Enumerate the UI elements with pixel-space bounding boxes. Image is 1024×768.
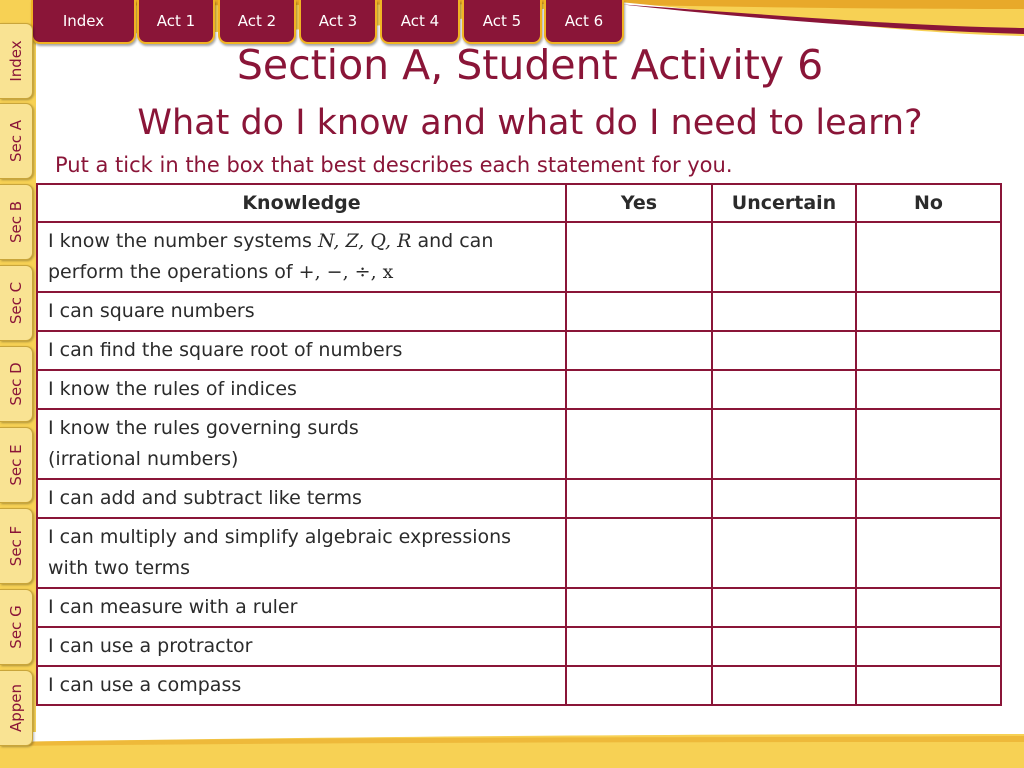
instruction-text: Put a tick in the box that best describes each statement for you. [55, 153, 733, 177]
statement-cell [37, 666, 566, 705]
tab-act-4[interactable] [380, 0, 460, 44]
uncertain-tick-box[interactable] [712, 588, 856, 627]
no-tick-box[interactable] [856, 479, 1001, 518]
uncertain-tick-box[interactable] [712, 370, 856, 409]
yes-tick-box[interactable] [566, 588, 712, 627]
uncertain-tick-box[interactable] [712, 292, 856, 331]
table-row [37, 292, 1001, 331]
statement-text: I can use a compass [48, 674, 242, 696]
tab-act-3-label: Act 3 [318, 12, 358, 30]
page-title: Section A, Student Activity 6 [236, 41, 824, 89]
table-row [37, 627, 1001, 666]
header-no: No [856, 184, 1001, 222]
no-tick-box[interactable] [856, 588, 1001, 627]
side-tab-sec-g[interactable] [0, 589, 33, 665]
statement-cell [37, 518, 566, 588]
side-tab-sec-e-label: Sec E [7, 444, 25, 486]
uncertain-tick-box[interactable] [712, 627, 856, 666]
yes-tick-box[interactable] [566, 292, 712, 331]
side-tab-sec-a-label: Sec A [7, 119, 25, 163]
uncertain-tick-box[interactable] [712, 518, 856, 588]
side-tab-index-label: Index [7, 40, 25, 82]
statement-text: I can use a protractor [48, 635, 253, 657]
side-tab-sec-c[interactable] [0, 265, 33, 341]
table-row [37, 518, 1001, 588]
statement-cell [37, 409, 566, 479]
statement-cell [37, 222, 566, 292]
table-row [37, 409, 1001, 479]
table-row [37, 588, 1001, 627]
statement-cell [37, 331, 566, 370]
tab-act-6[interactable] [544, 0, 624, 44]
yes-tick-box[interactable] [566, 370, 712, 409]
statement-text: I can measure with a ruler [48, 596, 298, 618]
statement-text: I know the number systems [48, 230, 312, 252]
statement-cell [37, 370, 566, 409]
statement-cell [37, 627, 566, 666]
header-yes: Yes [566, 184, 712, 222]
yes-tick-box[interactable] [566, 222, 712, 292]
table-row [37, 331, 1001, 370]
tab-act-1[interactable] [137, 0, 215, 44]
statement-cell [37, 292, 566, 331]
side-tab-index[interactable] [0, 23, 33, 99]
uncertain-tick-box[interactable] [712, 222, 856, 292]
statement-text: and can [417, 230, 494, 252]
statement-cell [37, 479, 566, 518]
tab-index[interactable] [31, 0, 136, 44]
table-row [37, 222, 1001, 292]
side-tab-sec-c-label: Sec C [7, 281, 25, 325]
no-tick-box[interactable] [856, 666, 1001, 705]
uncertain-tick-box[interactable] [712, 409, 856, 479]
yes-tick-box[interactable] [566, 479, 712, 518]
statement-text: I can square numbers [48, 300, 255, 322]
side-tab-sec-g-label: Sec G [7, 605, 25, 649]
no-tick-box[interactable] [856, 331, 1001, 370]
side-tab-sec-f[interactable] [0, 508, 33, 584]
header-knowledge: Knowledge [37, 184, 566, 222]
no-tick-box[interactable] [856, 370, 1001, 409]
yes-tick-box[interactable] [566, 666, 712, 705]
tab-act-3[interactable] [299, 0, 377, 44]
statement-text: I can add and subtract like terms [48, 487, 362, 509]
side-tab-sec-f-label: Sec F [7, 525, 25, 567]
side-tab-sec-d[interactable] [0, 346, 33, 422]
side-tab-sec-e[interactable] [0, 427, 33, 503]
table-header-row [37, 184, 1001, 222]
page-subtitle: What do I know and what do I need to learn? [137, 103, 923, 143]
statement-text: with two terms [48, 557, 191, 579]
statement-text: perform the operations of [48, 261, 293, 283]
number-systems-math: N, Z, Q, R [317, 230, 412, 252]
yes-tick-box[interactable] [566, 518, 712, 588]
side-tab-sec-a[interactable] [0, 103, 33, 179]
yes-tick-box[interactable] [566, 627, 712, 666]
tab-act-5[interactable] [462, 0, 542, 44]
table-row [37, 370, 1001, 409]
side-tab-appen[interactable] [0, 670, 33, 746]
uncertain-tick-box[interactable] [712, 666, 856, 705]
side-tab-sec-b-label: Sec B [7, 200, 25, 244]
footer-band-decoration [0, 732, 1024, 768]
statement-text: I can find the square root of numbers [48, 339, 403, 361]
tab-act-1-label: Act 1 [156, 12, 196, 30]
tab-index-label: Index [62, 12, 105, 30]
statement-text: I know the rules governing surds [48, 417, 359, 439]
yes-tick-box[interactable] [566, 331, 712, 370]
tab-act-2-label: Act 2 [237, 12, 277, 30]
operations-math: +, −, ÷, x [298, 261, 394, 283]
table-row [37, 479, 1001, 518]
no-tick-box[interactable] [856, 627, 1001, 666]
no-tick-box[interactable] [856, 409, 1001, 479]
statement-text: (irrational numbers) [48, 448, 239, 470]
uncertain-tick-box[interactable] [712, 331, 856, 370]
yes-tick-box[interactable] [566, 409, 712, 479]
statement-cell [37, 588, 566, 627]
side-tab-sec-d-label: Sec D [7, 362, 25, 406]
uncertain-tick-box[interactable] [712, 479, 856, 518]
knowledge-table [36, 183, 1002, 706]
no-tick-box[interactable] [856, 518, 1001, 588]
no-tick-box[interactable] [856, 292, 1001, 331]
table-row [37, 666, 1001, 705]
side-tab-appen-label: Appen [7, 683, 25, 733]
tab-act-4-label: Act 4 [400, 12, 440, 30]
tab-act-6-label: Act 6 [564, 12, 604, 30]
no-tick-box[interactable] [856, 222, 1001, 292]
header-uncertain: Uncertain [712, 184, 856, 222]
statement-text: I can multiply and simplify algebraic expressions [48, 526, 512, 548]
table-body [37, 222, 1001, 705]
side-tab-sec-b[interactable] [0, 184, 33, 260]
tab-act-5-label: Act 5 [482, 12, 522, 30]
tab-act-2[interactable] [218, 0, 296, 44]
statement-text: I know the rules of indices [48, 378, 297, 400]
